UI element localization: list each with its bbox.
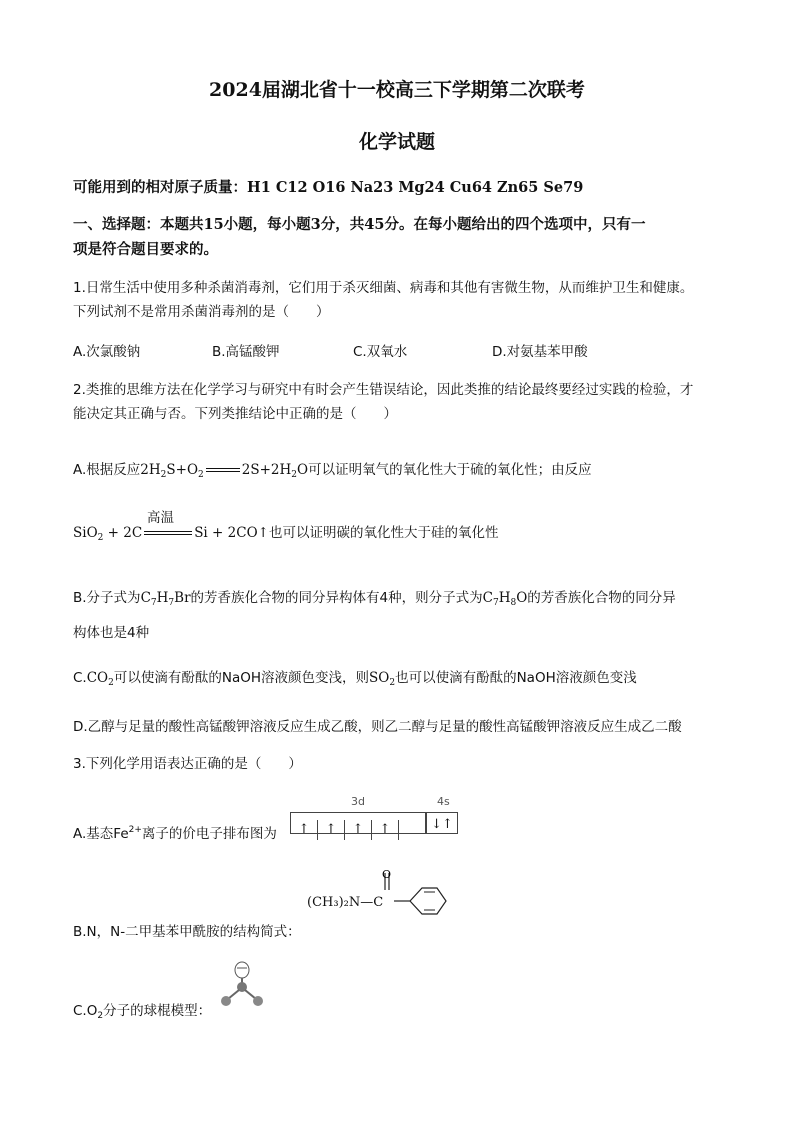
section-heading-line1: 一、选择题：本题共15小题，每小题3分，共45分。在每小题给出的四个选项中，只有一 bbox=[73, 216, 646, 233]
q2-option-c[interactable]: $C.CO_2$可以使滴有酚酞的NaOH溶液颜色变浅，则$SO_2$也可以使滴有酚酞的NaOH溶液颜色变浅 bbox=[73, 670, 637, 688]
q1-option-c[interactable]: C.双氧水 bbox=[353, 344, 408, 360]
q1-options bbox=[73, 340, 673, 360]
section-heading-line2: 项是符合题目要求的。 bbox=[73, 241, 218, 258]
q1-option-b[interactable]: B.高锰酸钾 bbox=[212, 344, 280, 360]
q3-option-a[interactable]: A.基态$Fe^{2+}$离子的价电子排布图为 bbox=[73, 825, 277, 842]
q2-option-b-line1[interactable]: B.分子式为$C_7H_7Br$的芳香族化合物的同分异构体有4种，则分子式为$C_7H_8O$的芳香族化合物的同分异 bbox=[73, 590, 676, 608]
q2-option-a-line2: SiO$_2$ + 2C Si + 2CO↑也可以证明碳的氧化性大于硅的氧化性 bbox=[73, 525, 499, 543]
page-title: 2024届湖北省十一校高三下学期第二次联考 bbox=[209, 79, 585, 101]
q2-option-b-line2: 构体也是4种 bbox=[73, 625, 150, 641]
orbital-label-4s: 4s bbox=[437, 795, 450, 808]
amide-group-label: (CH₃)₂N—C bbox=[307, 895, 384, 910]
q2-option-d[interactable]: D.乙醇与足量的酸性高锰酸钾溶液反应生成乙酸，则乙二醇与足量的酸性高锰酸钾溶液反应生成乙二酸 bbox=[73, 719, 682, 735]
q3-option-c[interactable]: $C.O_2$分子的球棍模型： bbox=[73, 1003, 212, 1021]
orbital-box-3d: ↑ ↑ ↑ ↑ bbox=[290, 812, 426, 834]
q3-stem: 3.下列化学用语表达正确的是（ ） bbox=[73, 756, 302, 772]
atomic-masses: 可能用到的相对原子质量：H1 C12 O16 Na23 Mg24 Cu64 Zn65 Se79 bbox=[73, 179, 584, 196]
q1-option-a[interactable]: A.次氯酸钠 bbox=[73, 344, 141, 360]
q2-stem-line2: 能决定其正确与否。下列类推结论中正确的是（ ） bbox=[73, 406, 397, 422]
q3-option-b[interactable]: B.N，N-二甲基苯甲酰胺的结构简式： bbox=[73, 924, 301, 940]
reaction-condition: 高温 bbox=[147, 510, 174, 526]
q1-stem-line2: 下列试剂不是常用杀菌消毒剂的是（ ） bbox=[73, 304, 330, 320]
q2-option-a-line1[interactable]: A.根据反应$2H_2S+O_2$ $2S+2H_2O$可以证明氧气的氧化性大于硫的氧化性；由反应 bbox=[73, 462, 592, 480]
ball-stick-model bbox=[218, 960, 270, 1010]
benzamide-structure bbox=[370, 868, 454, 930]
q1-option-d[interactable]: D.对氨基苯甲酸 bbox=[492, 344, 588, 360]
svg-text:O: O bbox=[382, 868, 392, 881]
q1-stem-line1: 1.日常生活中使用多种杀菌消毒剂，它们用于杀灭细菌、病毒和其他有害微生物，从而维护卫生和健康。 bbox=[73, 280, 694, 296]
orbital-label-3d: 3d bbox=[351, 795, 365, 808]
orbital-box-4s: ↓↑ bbox=[426, 812, 458, 834]
page-subtitle: 化学试题 bbox=[358, 131, 435, 153]
q2-stem-line1: 2.类推的思维方法在化学学习与研究中有时会产生错误结论，因此类推的结论最终要经过实践的检验，才 bbox=[73, 382, 694, 398]
